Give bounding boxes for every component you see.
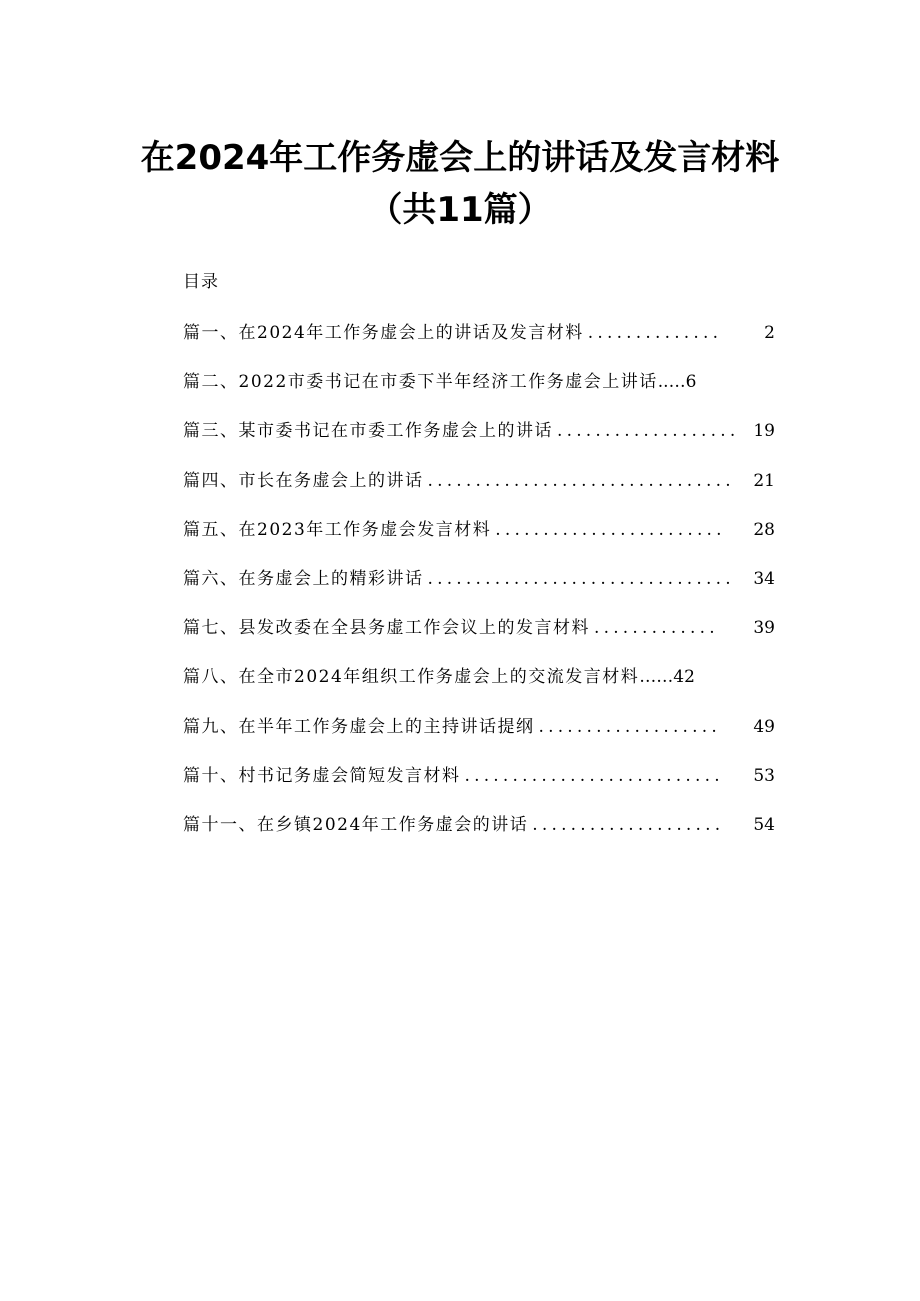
toc-entry-title: 篇八、在全市2024年组织工作务虚会上的交流发言材料 bbox=[183, 667, 640, 688]
toc-page-number: 53 bbox=[753, 765, 775, 786]
toc-entry[interactable] bbox=[183, 613, 775, 662]
toc-leader-dots: ................... bbox=[538, 716, 721, 737]
toc-leader-dots: ................... bbox=[557, 421, 740, 442]
toc-entry-title: 篇一、在2024年工作务虚会上的讲话及发言材料 bbox=[183, 323, 584, 343]
toc-leader-dots: ........................... bbox=[464, 765, 724, 786]
toc-entry[interactable] bbox=[183, 466, 775, 515]
toc-page-number: 34 bbox=[753, 568, 775, 589]
toc-leader-dots: .................... bbox=[532, 814, 725, 835]
toc-entry-title: 篇四、市长在务虚会上的讲话 bbox=[183, 470, 424, 491]
toc-page-number: 39 bbox=[753, 618, 775, 639]
toc-leader-dots: ................................ bbox=[427, 568, 735, 589]
toc-entry[interactable] bbox=[183, 515, 775, 564]
toc-entry[interactable] bbox=[183, 712, 775, 761]
toc-page-number: 19 bbox=[753, 421, 775, 442]
toc-page-number: 49 bbox=[753, 716, 775, 737]
toc-entry-title: 篇三、某市委书记在市委工作务虚会上的讲话 bbox=[183, 421, 553, 442]
toc-entry-title: 篇七、县发改委在全县务虚工作会议上的发言材料 bbox=[183, 618, 590, 639]
toc-leader-dots: ........................ bbox=[495, 519, 726, 540]
toc-entry-title: 篇九、在半年工作务虚会上的主持讲话提纲 bbox=[183, 716, 535, 737]
toc-entry[interactable] bbox=[183, 761, 775, 810]
toc-leader-dots: ............. bbox=[594, 618, 719, 639]
toc-entry-title: 篇十、村书记务虚会简短发言材料 bbox=[183, 765, 461, 786]
toc-entry[interactable] bbox=[183, 367, 775, 416]
toc-entry[interactable] bbox=[183, 318, 775, 367]
table-of-contents bbox=[183, 318, 775, 859]
document-title: 在2024年工作务虚会上的讲话及发言材料 bbox=[140, 138, 780, 178]
toc-page-number: 6 bbox=[685, 372, 697, 393]
toc-page-number: 54 bbox=[753, 814, 775, 835]
document-subtitle: （共11篇） bbox=[368, 190, 552, 230]
toc-entry[interactable] bbox=[183, 564, 775, 613]
toc-page-number: 2 bbox=[764, 323, 775, 343]
toc-entry-title: 篇十一、在乡镇2024年工作务虚会的讲话 bbox=[183, 814, 529, 835]
toc-heading: 目录 bbox=[183, 272, 219, 292]
toc-leader-dots: ..… bbox=[657, 372, 686, 393]
toc-entry[interactable] bbox=[183, 810, 775, 859]
toc-leader-dots: ................................ bbox=[427, 470, 735, 491]
toc-entry[interactable] bbox=[183, 416, 775, 465]
toc-leader-dots: .............. bbox=[587, 323, 723, 343]
toc-entry-title: 篇五、在2023年工作务虚会发言材料 bbox=[183, 519, 492, 540]
toc-leader-dots: …… bbox=[639, 667, 674, 688]
toc-entry-title: 篇二、2022市委书记在市委下半年经济工作务虚会上讲话 bbox=[183, 372, 658, 393]
toc-page-number: 28 bbox=[753, 519, 775, 540]
toc-page-number: 42 bbox=[673, 667, 695, 688]
toc-entry-title: 篇六、在务虚会上的精彩讲话 bbox=[183, 568, 424, 589]
toc-page-number: 21 bbox=[753, 470, 775, 491]
toc-entry[interactable] bbox=[183, 662, 775, 711]
